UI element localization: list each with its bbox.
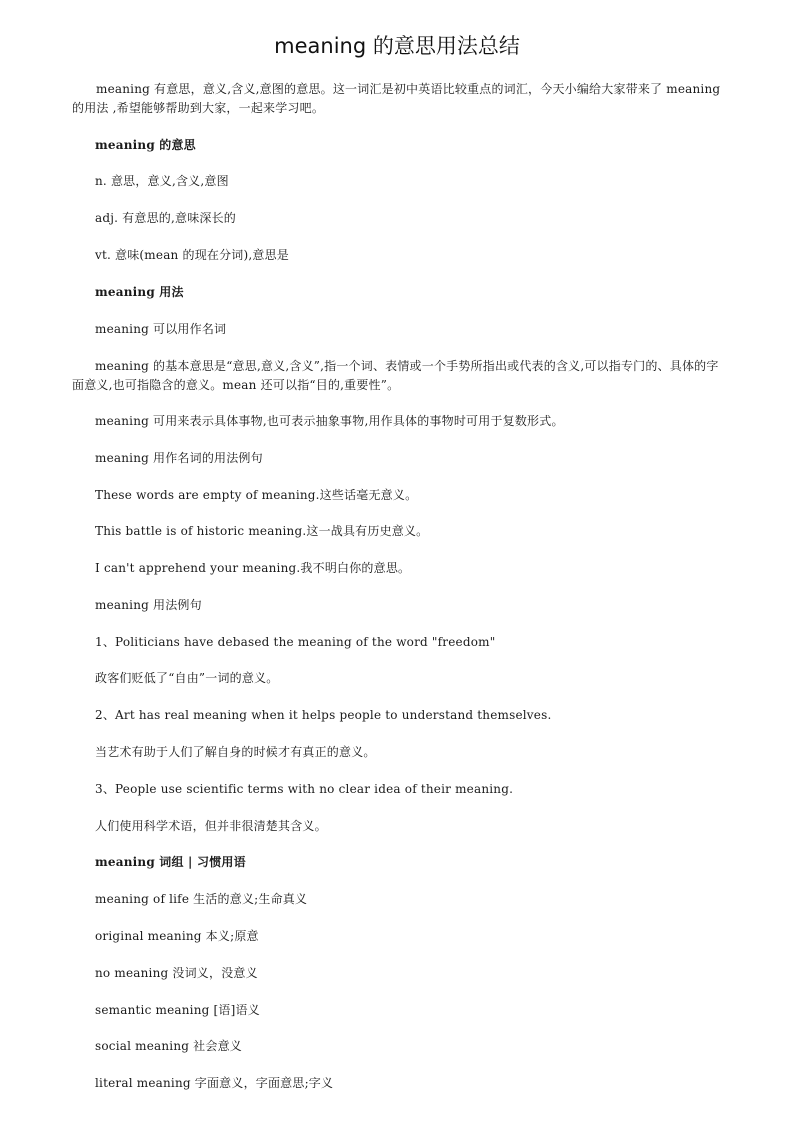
example-chinese: 政客们贬低了“自由”一词的意义。 xyxy=(95,671,279,685)
example-english: 1、Politicians have debased the meaning of the word "freedom" xyxy=(95,635,496,649)
usage-examples-heading: meaning 用法例句 xyxy=(95,598,202,612)
phrase-item: literal meaning 字面意义，字面意思;字义 xyxy=(95,1076,334,1090)
intro-paragraph: meaning 有意思，意义,含义,意图的意思。这一词汇是初中英语比较重点的词汇，今天小编给大家带来了 meaning 的用法 ,希望能够帮助到大家，一起来学习吧。 xyxy=(72,82,721,115)
noun-usage-note: meaning 可以用作名词 xyxy=(95,322,227,336)
example-english: 2、Art has real meaning when it helps people to understand themselves. xyxy=(95,708,552,722)
section-heading-meanings: meaning 的意思 xyxy=(95,138,196,152)
basic-meaning-paragraph: meaning 的基本意思是“意思,意义,含义”,指一个词、表情或一个手势所指出或代表的含义,可以指专门的、具体的字面意义,也可指隐含的意义。mean 还可以指“目的,重要性”。 xyxy=(72,359,719,392)
document-title: meaning 的意思用法总结 xyxy=(274,34,520,58)
phrase-item: meaning of life 生活的意义;生命真义 xyxy=(95,892,308,906)
concrete-abstract-note: meaning 可用来表示具体事物,也可表示抽象事物,用作具体的事物时可用于复数形式。 xyxy=(95,414,564,428)
phrase-item: no meaning 没词义，没意义 xyxy=(95,966,258,980)
noun-example-sentence: This battle is of historic meaning.这一战具有历史意义。 xyxy=(95,524,429,538)
phrase-item: social meaning 社会意义 xyxy=(95,1039,242,1053)
noun-examples-heading: meaning 用作名词的用法例句 xyxy=(95,451,263,465)
section-heading-usage: meaning 用法 xyxy=(95,285,184,299)
phrase-item: semantic meaning [语]语义 xyxy=(95,1003,260,1017)
example-english: 3、People use scientific terms with no clear idea of their meaning. xyxy=(95,782,514,796)
noun-example-sentence: I can't apprehend your meaning.我不明白你的意思。 xyxy=(95,561,411,575)
definition-verb: vt. 意味(mean 的现在分词),意思是 xyxy=(95,248,289,262)
example-chinese: 当艺术有助于人们了解自身的时候才有真正的意义。 xyxy=(95,745,376,759)
example-chinese: 人们使用科学术语，但并非很清楚其含义。 xyxy=(95,819,327,833)
noun-example-sentence: These words are empty of meaning.这些话毫无意义。 xyxy=(95,488,418,502)
section-heading-phrases: meaning 词组 | 习惯用语 xyxy=(95,855,246,869)
phrase-item: original meaning 本义;原意 xyxy=(95,929,259,943)
definition-noun: n. 意思，意义,含义,意图 xyxy=(95,174,229,188)
definition-adjective: adj. 有意思的,意味深长的 xyxy=(95,211,237,225)
